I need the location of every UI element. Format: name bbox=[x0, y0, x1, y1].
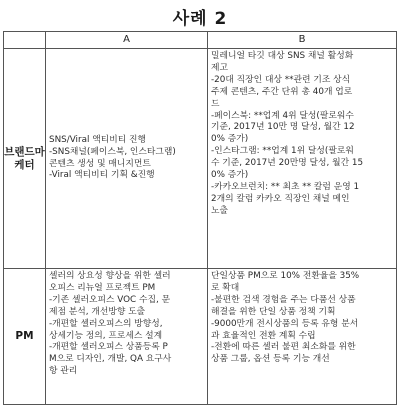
cell-b-line: 밀레니얼 타깃 대상 SNS 채널 활성화 bbox=[211, 51, 354, 61]
cell-brand-marketer-b bbox=[208, 49, 397, 269]
cell-a-line: 오피스 리뉴얼 프로젝트 PM bbox=[49, 282, 156, 293]
cell-b-line: 0% 증가) bbox=[211, 170, 249, 181]
cell-brand-marketer-a bbox=[46, 49, 208, 269]
cell-b-line: -카카오브런치: ** 최초 ** 칼럼 운영 1 bbox=[211, 181, 360, 192]
case-table bbox=[3, 31, 397, 405]
cell-a-line: -개편할 셀러오피스의 방향성, bbox=[49, 318, 163, 329]
cell-a-line: -SNS채널(페이스북, 인스타그램) bbox=[49, 146, 176, 157]
cell-b-line: 노출 bbox=[211, 205, 228, 216]
cell-a-line: 셀러의 상요성 향상을 위한 셀러 bbox=[49, 271, 171, 281]
row-label-brand-marketer bbox=[4, 49, 46, 269]
cell-a-line: M으로 디자인, 개발, QA 요구사 bbox=[49, 354, 172, 365]
cell-pm-b bbox=[208, 269, 397, 405]
row-label-line: 브랜드 bbox=[4, 145, 35, 158]
header-column-a: A bbox=[46, 32, 208, 49]
cell-a-line: 상세기능 정의, 프로세스 설계 bbox=[49, 330, 163, 341]
cell-a-line: 제점 분석, 개선방향 도출 bbox=[49, 306, 146, 317]
cell-b-line: 0% 증가) bbox=[211, 134, 249, 145]
cell-b-line: 2개의 칼럼 카카오 직장인 채널 메인 bbox=[211, 193, 350, 204]
cell-b-line: -페이스북: **업계 4위 달성(팔로워수 bbox=[211, 110, 354, 121]
cell-a-line: 항 관리 bbox=[49, 366, 78, 377]
cell-b-line: -20대 직장인 대상 **관련 기조 상식 bbox=[211, 74, 351, 85]
cell-b-line: -인스타그램: **업계 1위 달성(팔로워 bbox=[211, 146, 354, 157]
cell-b-line: 기준, 2017년 10만 명 달성, 월간 12 bbox=[211, 122, 355, 133]
cell-b-line: 드 bbox=[211, 98, 220, 109]
cell-a-line: -기존 셀러오피스 VOC 수집, 문 bbox=[49, 294, 171, 305]
header-blank-cell bbox=[4, 32, 46, 49]
cell-a-line: 콘텐츠 생성 및 매니지먼트 bbox=[49, 158, 151, 169]
cell-a-line: -Viral 액티비티 기획 &진행 bbox=[49, 170, 155, 181]
cell-b-line: 수 기준, 2017년 20만명 달성, 월간 15 bbox=[211, 158, 364, 169]
row-label-line: PM bbox=[15, 330, 34, 342]
table-row-pm bbox=[4, 269, 397, 405]
cell-b-line: -전환에 따른 셀러 불편 최소화를 위한 bbox=[211, 342, 356, 353]
cell-a-line: SNS/Viral 액티비티 진행 bbox=[49, 134, 147, 145]
cell-b-line: 해결을 위한 단일 상품 정책 기획 bbox=[211, 306, 336, 317]
cell-a-line: -개편할 셀러오피스 상품등록 P bbox=[49, 342, 168, 353]
cell-pm-a bbox=[46, 269, 208, 405]
table-header-row bbox=[4, 32, 397, 49]
page-title: 사례 2 bbox=[172, 9, 228, 29]
cell-b-line: 제고 bbox=[211, 62, 228, 73]
cell-b-line: 과 효율적인 전환 계획 수립 bbox=[211, 330, 316, 341]
row-label-pm bbox=[4, 269, 46, 405]
header-column-b: B bbox=[208, 32, 397, 49]
row-label-line: 마케터 bbox=[14, 145, 45, 171]
cell-b-line: 로 확대 bbox=[211, 282, 240, 293]
cell-b-line: 주제 콘텐츠, 주간 단위 총 40개 업로 bbox=[211, 86, 353, 97]
cell-b-line: 상품 그룹, 옵션 등록 기능 개선 bbox=[211, 354, 330, 365]
cell-b-line: -불편한 검색 경험을 주는 다품선 상품 bbox=[211, 294, 356, 305]
table-row-brand-marketer bbox=[4, 49, 397, 269]
cell-b-line: -9000만개 전시상품의 등록 유형 분서 bbox=[211, 318, 359, 329]
cell-b-line: 단일상품 PM으로 10% 전환율을 35% bbox=[211, 271, 360, 281]
